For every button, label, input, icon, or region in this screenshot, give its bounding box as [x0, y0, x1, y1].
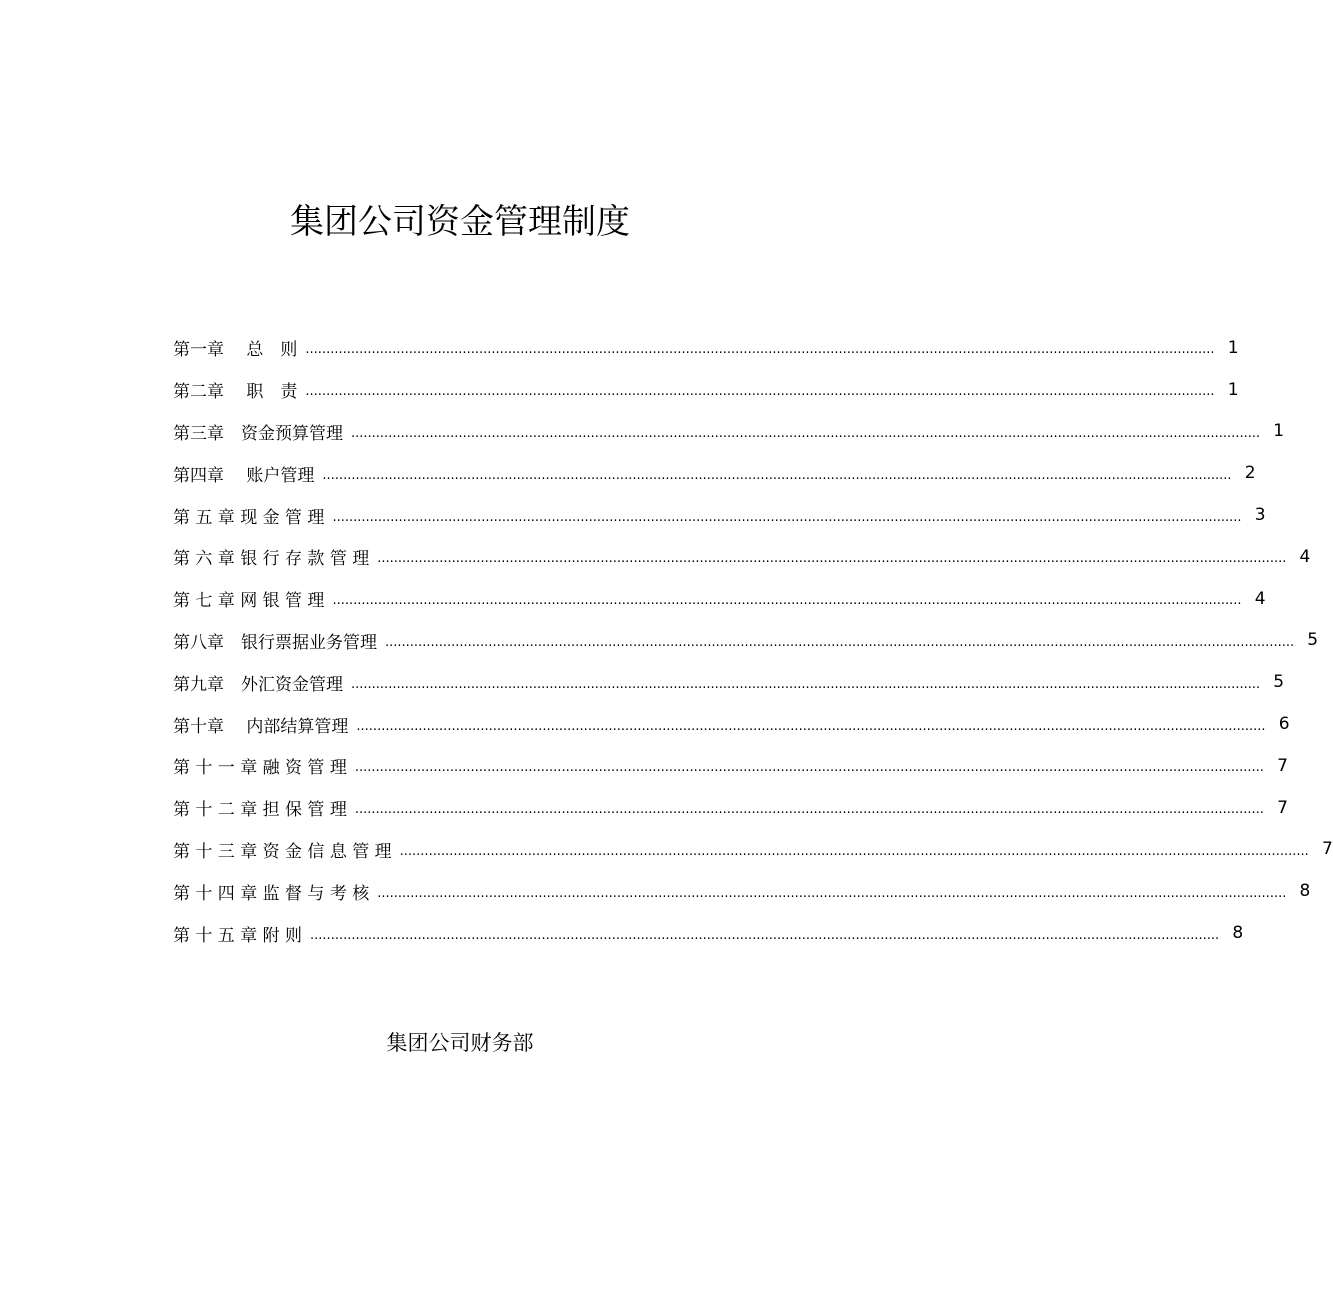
toc-entry-label: 第一章 总 则 [173, 340, 298, 361]
toc-dot-leader: ............................................................................................................................................................................................................................ [305, 342, 1215, 358]
toc-dot-leader: ............................................................................................................................................................................................................................ [399, 843, 1309, 859]
toc-page-number: 3 [1254, 505, 1266, 526]
toc-page-number: 8 [1232, 923, 1244, 944]
toc-entry-label: 第二章 职 责 [173, 382, 298, 403]
toc-entry-15[interactable] [173, 912, 1244, 954]
toc-entry-6[interactable] [173, 536, 1311, 578]
document-title: 集团公司资金管理制度 [290, 202, 630, 242]
toc-entry-label: 第三章 资金预算管理 [173, 423, 343, 444]
toc-dot-leader: ............................................................................................................................................................................................................................ [310, 927, 1220, 943]
toc-entry-2[interactable] [173, 369, 1239, 411]
toc-page-number: 8 [1299, 881, 1311, 902]
toc-entry-label: 第 十 五 章 附 则 [173, 925, 303, 946]
toc-entry-3[interactable] [173, 411, 1285, 453]
toc-entry-label: 第 十 一 章 融 资 管 理 [173, 758, 347, 779]
toc-page-number: 2 [1244, 463, 1256, 484]
toc-page-number: 1 [1227, 379, 1239, 400]
toc-dot-leader: ............................................................................................................................................................................................................................ [356, 718, 1266, 734]
toc-dot-leader: ............................................................................................................................................................................................................................ [377, 551, 1287, 567]
toc-entry-4[interactable] [173, 452, 1256, 494]
toc-entry-label: 第 七 章 网 银 管 理 [173, 591, 325, 612]
toc-entry-1[interactable] [173, 327, 1239, 369]
toc-page-number: 5 [1307, 630, 1319, 651]
toc-page-number: 5 [1273, 672, 1285, 693]
toc-entry-14[interactable] [173, 870, 1311, 912]
toc-entry-label: 第 十 二 章 担 保 管 理 [173, 800, 347, 821]
toc-page-number: 7 [1277, 797, 1288, 818]
toc-page-number: 1 [1273, 421, 1285, 442]
toc-dot-leader: ............................................................................................................................................................................................................................ [332, 509, 1242, 525]
toc-entry-label: 第八章 银行票据业务管理 [173, 632, 377, 653]
toc-page-number: 7 [1321, 839, 1333, 860]
toc-entry-label: 第 十 四 章 监 督 与 考 核 [173, 883, 370, 904]
toc-entry-label: 第 十 三 章 资 金 信 息 管 理 [173, 841, 392, 862]
toc-entry-label: 第 五 章 现 金 管 理 [173, 507, 325, 528]
toc-entry-9[interactable] [173, 661, 1285, 703]
toc-dot-leader: ............................................................................................................................................................................................................................ [377, 885, 1287, 901]
document-footer: 集团公司财务部 [386, 1031, 534, 1055]
toc-dot-leader: ............................................................................................................................................................................................................................ [354, 760, 1264, 776]
toc-page-number: 4 [1254, 588, 1266, 609]
toc-entry-10[interactable] [173, 703, 1290, 745]
toc-page-number: 4 [1299, 546, 1311, 567]
toc-entry-13[interactable] [173, 829, 1333, 871]
toc-entry-11[interactable] [173, 745, 1288, 787]
toc-dot-leader: ............................................................................................................................................................................................................................ [322, 467, 1232, 483]
toc-entry-5[interactable] [173, 494, 1266, 536]
toc-dot-leader: ............................................................................................................................................................................................................................ [305, 384, 1215, 400]
toc-dot-leader: ............................................................................................................................................................................................................................ [332, 593, 1242, 609]
toc-entry-7[interactable] [173, 578, 1266, 620]
table-of-contents [173, 327, 1333, 954]
toc-dot-leader: ............................................................................................................................................................................................................................ [351, 425, 1261, 441]
toc-entry-label: 第 六 章 银 行 存 款 管 理 [173, 549, 370, 570]
toc-entry-label: 第四章 账户管理 [173, 465, 315, 486]
toc-entry-12[interactable] [173, 787, 1288, 829]
toc-dot-leader: ............................................................................................................................................................................................................................ [351, 676, 1261, 692]
toc-page-number: 1 [1227, 337, 1239, 358]
toc-entry-label: 第十章 内部结算管理 [173, 716, 349, 737]
toc-dot-leader: ............................................................................................................................................................................................................................ [354, 802, 1264, 818]
toc-entry-8[interactable] [173, 620, 1319, 662]
toc-dot-leader: ............................................................................................................................................................................................................................ [385, 634, 1295, 650]
toc-page-number: 7 [1277, 755, 1288, 776]
toc-entry-label: 第九章 外汇资金管理 [173, 674, 343, 695]
toc-page-number: 6 [1278, 714, 1290, 735]
